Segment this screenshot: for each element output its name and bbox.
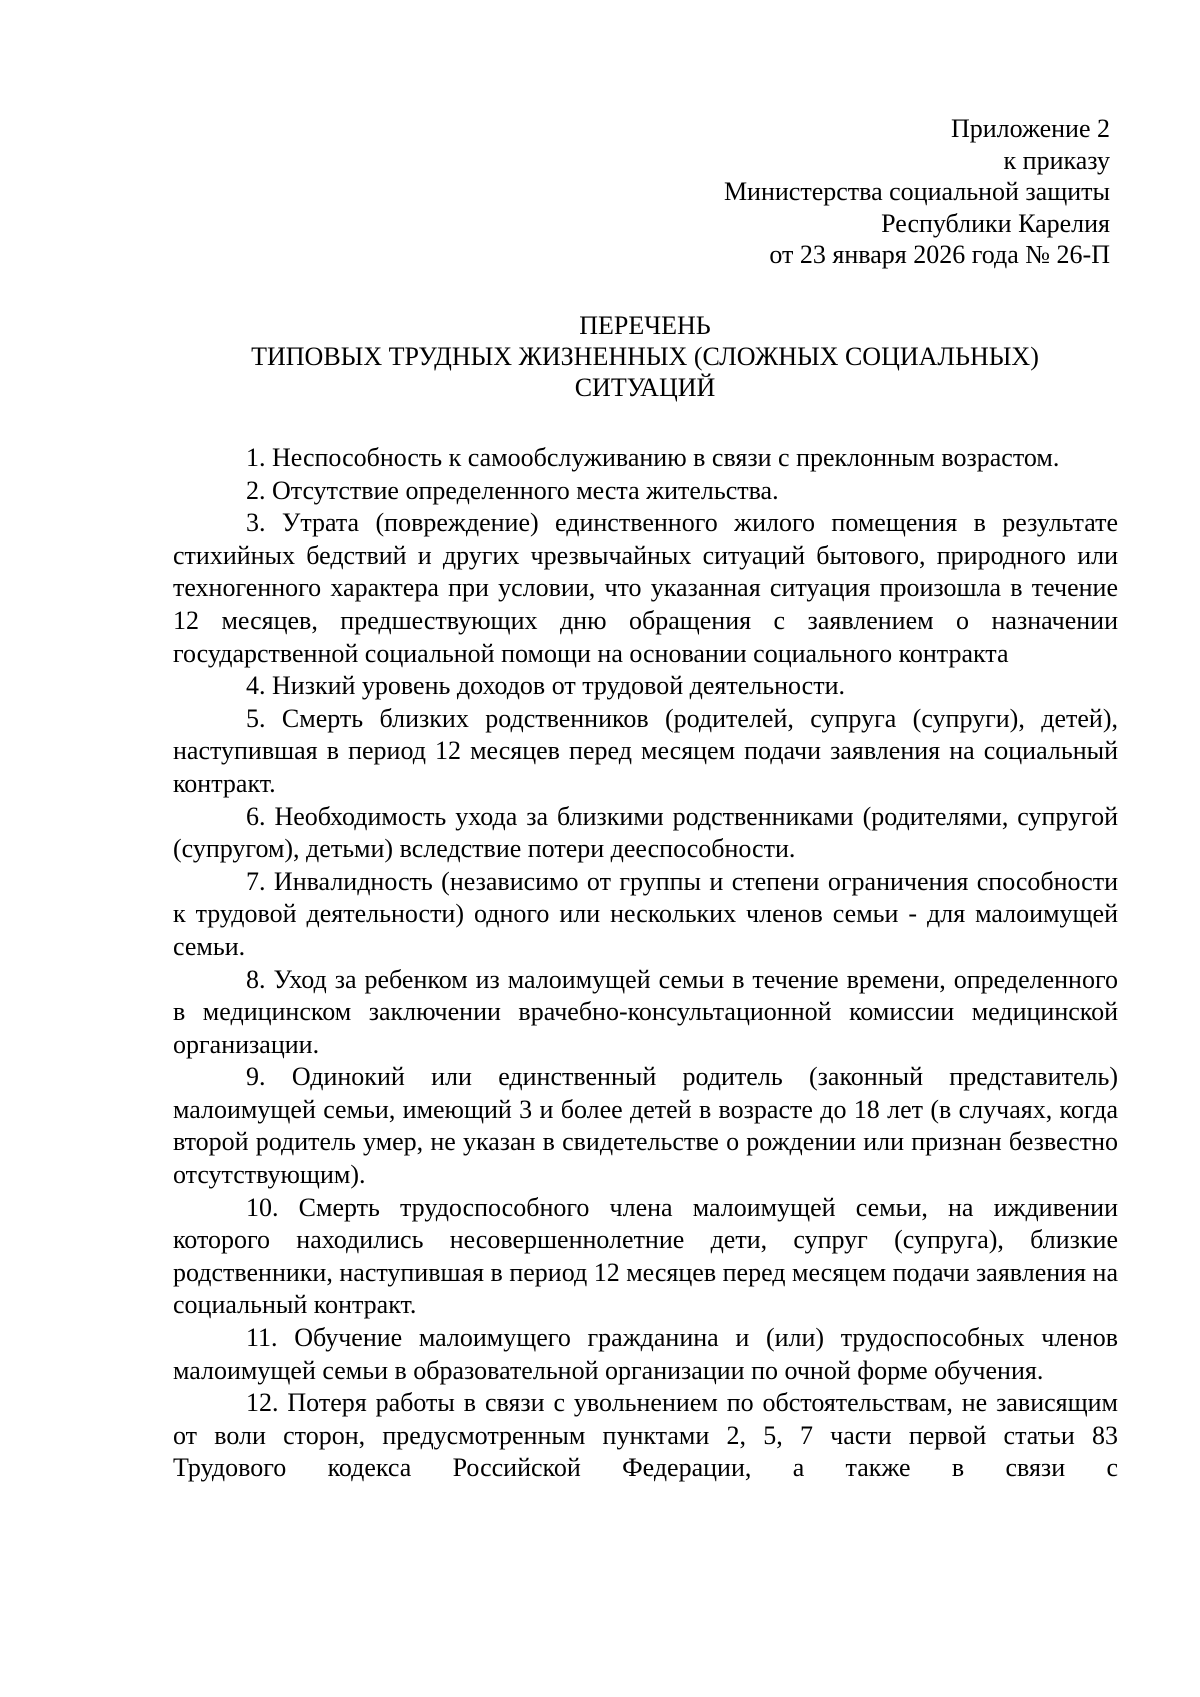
list-item-1: 1. Неспособность к самообслуживанию в связи с преклонным возрастом.	[246, 443, 1060, 472]
document-title	[170, 310, 1120, 403]
list-item-8: 8. Уход за ребенком из малоимущей семьи в течение времени, определенного в медицинском заключении врачебно-консультационной комиссии медицинской организации.	[173, 964, 1118, 1059]
annex-line-ministry: Министерства социальной защиты	[723, 177, 1110, 206]
list-item-6: 6. Необходимость ухода за близкими родственниками (родителями, супругой (супругом), детьми) вследствие потери дееспособности.	[173, 801, 1118, 864]
list-item-4: 4. Низкий уровень доходов от трудовой деятельности.	[246, 671, 846, 701]
situations-list	[173, 442, 1118, 1485]
list-item-11: 11. Обучение малоимущего гражданина и (или) трудоспособных членов малоимущей семьи в образовательной организации по очной форме обучения.	[173, 1323, 1118, 1385]
list-item-10: 10. Смерть трудоспособного члена малоимущей семьи, на иждивении которого находились несовершеннолетние дети, супруг (супруга), близкие родственники, наступившая в период 12 месяцев перед месяцем подачи заявления на социальный контракт.	[173, 1192, 1118, 1320]
list-item-5: 5. Смерть близких родственников (родителей, супруга (супруги), детей), наступившая в период 12 месяцев перед месяцем подачи заявления на социальный контракт.	[173, 703, 1118, 798]
list-item-2: 2. Отсутствие определенного места жительства.	[246, 475, 779, 505]
list-item-3: 3. Утрата (повреждение) единственного жилого помещения в результате стихийных бедствий и других чрезвычайных ситуаций бытового, природного или техногенного характера при условии, что указанная ситуация произошла в течение 12 месяцев, предшествующих дню обращения с заявлением о назначении государственной социальной помощи на основании социального контракта	[173, 508, 1118, 668]
annex-line-republic: Республики Карелия	[881, 208, 1110, 238]
title-line-1: ПЕРЕЧЕНЬ	[579, 311, 711, 340]
list-item-9: 9. Одинокий или единственный родитель (законный представитель) малоимущей семьи, имеющий 3 и более детей в возрасте до 18 лет (в случаях, когда второй родитель умер, не указан в свидетельстве о рождении или признан безвестно отсутствующим).	[173, 1062, 1118, 1190]
annex-header	[724, 113, 1110, 271]
title-line-2: ТИПОВЫХ ТРУДНЫХ ЖИЗНЕННЫХ (СЛОЖНЫХ СОЦИАЛЬНЫХ)	[251, 342, 1039, 371]
list-item-7: 7. Инвалидность (независимо от группы и степени ограничения способности к трудовой деятельности) одного или нескольких членов семьи - для малоимущей семьи.	[173, 866, 1118, 961]
list-item-12: 12. Потеря работы в связи с увольнением по обстоятельствам, не зависящим от воли сторон, предусмотренным пунктами 2, 5, 7 части первой статьи 83 Трудового кодекса Российской Федерации, а также в связи с	[173, 1388, 1118, 1483]
annex-line-to-order: к приказу	[1003, 145, 1110, 175]
title-line-3: СИТУАЦИЙ	[574, 373, 716, 402]
annex-line-order-date: от 23 января 2026 года № 26-П	[769, 240, 1110, 269]
annex-line-appendix: Приложение 2	[950, 114, 1110, 143]
